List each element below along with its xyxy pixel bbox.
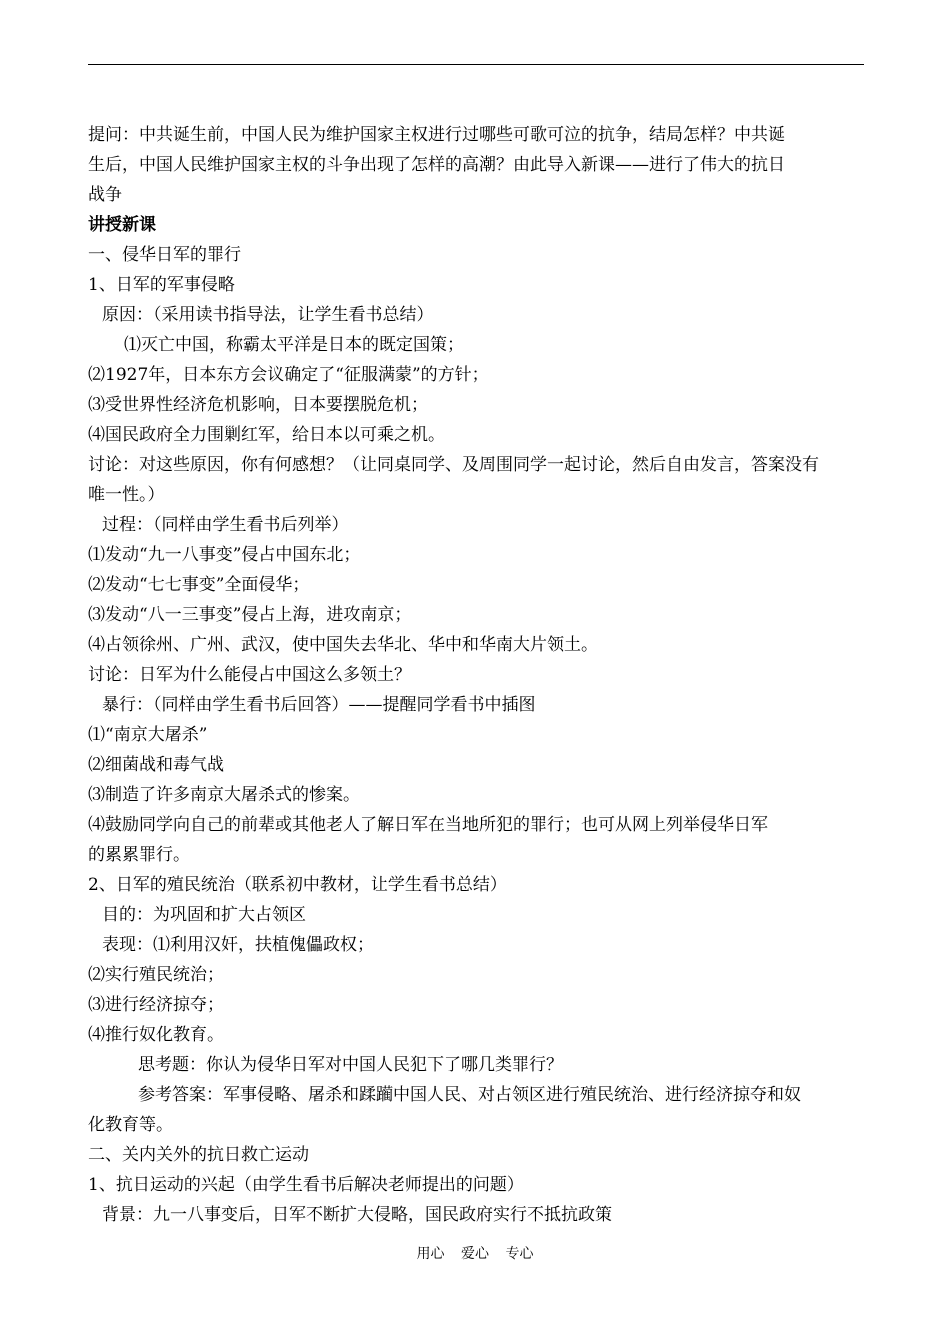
discussion-1-line-2: 唯一性。） (88, 485, 165, 505)
discussion-1-line-1: 讨论：对这些原因，你有何感想？（让同桌同学、及周围同学一起讨论，然后自由发言，答案没有 (88, 455, 819, 475)
atrocity-item-3: ⑶制造了许多南京大屠杀式的惨案。 (88, 785, 360, 805)
chapter-heading-1: 一、侵华日军的罪行 (88, 245, 241, 265)
section-heading: 讲授新课 (88, 215, 156, 235)
manifestation-line: 表现：⑴利用汉奸，扶植傀儡政权； (102, 935, 374, 955)
header-rule (88, 64, 864, 65)
question-line-1: 提问：中共诞生前，中国人民为维护国家主权进行过哪些可歌可泣的抗争，结局怎样？中共诞 (88, 125, 785, 145)
page-footer: 用心 爱心 专心 (416, 1246, 534, 1262)
atrocity-item-1: ⑴“南京大屠杀” (88, 725, 208, 745)
cause-item-3: ⑶受世界性经济危机影响，日本要摆脱危机； (88, 395, 428, 415)
question-line-3: 战争 (88, 185, 122, 205)
reference-answer-line-2: 化教育等。 (88, 1115, 173, 1135)
discussion-2: 讨论：日军为什么能侵占中国这么多领土？ (88, 665, 411, 685)
atrocity-item-4-line-1: ⑷鼓励同学向自己的前辈或其他老人了解日军在当地所犯的罪行；也可从网上列举侵华日军 (88, 815, 768, 835)
cause-item-2: ⑵1927年，日本东方会议确定了“征服满蒙”的方针； (88, 365, 489, 385)
purpose-line: 目的：为巩固和扩大占领区 (102, 905, 306, 925)
atrocity-item-4-line-2: 的累累罪行。 (88, 845, 190, 865)
cause-item-1: ⑴灭亡中国，称霸太平洋是日本的既定国策； (124, 335, 464, 355)
atrocity-item-2: ⑵细菌战和毒气战 (88, 755, 224, 775)
document-body (88, 120, 864, 1230)
subheading-military-aggression: 1、日军的军事侵略 (88, 275, 235, 295)
atrocities-label: 暴行：（同样由学生看书后回答）——提醒同学看书中插图 (102, 695, 536, 715)
manifestation-item-3: ⑶进行经济掠夺； (88, 995, 224, 1015)
thinking-question: 思考题：你认为侵华日军对中国人民犯下了哪几类罪行？ (138, 1055, 563, 1075)
reference-answer-line-1: 参考答案：军事侵略、屠杀和蹂躏中国人民、对占领区进行殖民统治、进行经济掠夺和奴 (138, 1085, 801, 1105)
chapter-heading-2: 二、关内关外的抗日救亡运动 (88, 1145, 309, 1165)
process-item-4: ⑷占领徐州、广州、武汉，使中国失去华北、华中和华南大片领土。 (88, 635, 598, 655)
question-line-2: 生后，中国人民维护国家主权的斗争出现了怎样的高潮？由此导入新课——进行了伟大的抗日 (88, 155, 785, 175)
process-item-2: ⑵发动“七七事变”全面侵华； (88, 575, 310, 595)
process-item-1: ⑴发动“九一八事变”侵占中国东北； (88, 545, 361, 565)
manifestation-item-2: ⑵实行殖民统治； (88, 965, 224, 985)
cause-item-4: ⑷国民政府全力围剿红军，给日本以可乘之机。 (88, 425, 445, 445)
causes-label: 原因：（采用读书指导法，让学生看书总结） (102, 305, 434, 325)
subheading-movement-rise: 1、抗日运动的兴起（由学生看书后解决老师提出的问题） (88, 1175, 524, 1195)
process-item-3: ⑶发动“八一三事变”侵占上海，进攻南京； (88, 605, 412, 625)
manifestation-item-4: ⑷推行奴化教育。 (88, 1025, 224, 1045)
subheading-colonial-rule: 2、日军的殖民统治（联系初中教材，让学生看书总结） (88, 875, 507, 895)
process-label: 过程：（同样由学生看书后列举） (102, 515, 349, 535)
background-line: 背景：九一八事变后，日军不断扩大侵略，国民政府实行不抵抗政策 (102, 1205, 612, 1225)
